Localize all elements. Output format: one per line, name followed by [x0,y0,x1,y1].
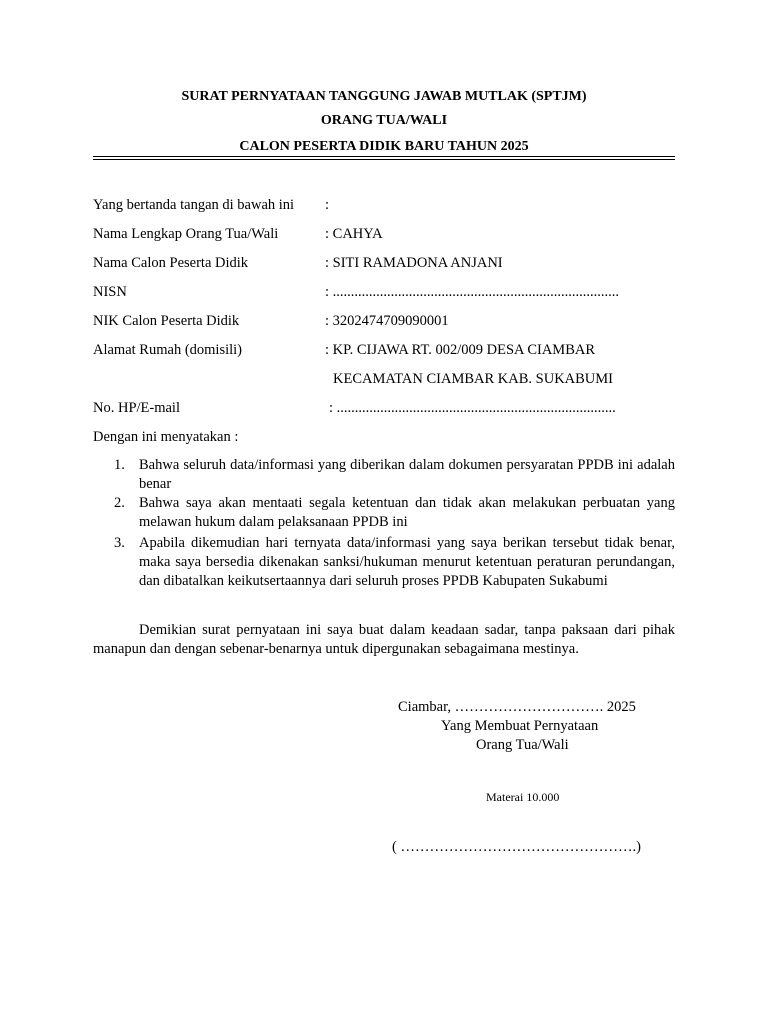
field-value-student-name: : SITI RAMADONA ANJANI [325,255,503,271]
field-value-address: : KP. CIJAWA RT. 002/009 DESA CIAMBAR [325,342,596,358]
statement-text: Bahwa seluruh data/informasi yang diberikan dalam dokumen persyaratan PPDB ini adalah benar [139,457,675,492]
statement-number: 3. [114,535,125,551]
statement-text: Bahwa saya akan mentaati segala ketentuan dan tidak akan melakukan perbuatan yang melawan hukum dalam pelaksanaan PPDB ini [139,495,675,530]
document-subtitle: ORANG TUA/WALI [320,113,448,128]
intro-label: Yang bertanda tangan di bawah ini [93,197,295,213]
stamp-duty-label: Materai 10.000 [486,790,560,804]
signer-role: Yang Membuat Pernyataan [441,718,599,734]
header-rule-bottom [93,159,675,160]
field-value-address-line2: KECAMATAN CIAMBAR KAB. SUKABUMI [333,371,614,387]
field-value-phone-email: : ............................................................................. [329,400,616,416]
statement-number: 2. [114,495,125,511]
field-label-nik: NIK Calon Peserta Didik [93,313,240,329]
document-subtitle-year: CALON PESERTA DIDIK BARU TAHUN 2025 [239,139,529,154]
field-label-address: Alamat Rumah (domisili) [93,342,243,358]
field-value-parent-name: : CAHYA [325,226,383,242]
intro-colon: : [325,197,330,213]
field-value-nisn: : ............................................................................... [325,284,620,300]
field-value-nik: : 3202474709090001 [325,313,449,329]
statement-intro: Dengan ini menyatakan : [93,429,239,445]
header-rule-top [93,156,675,157]
field-label-parent-name: Nama Lengkap Orang Tua/Wali [93,226,279,242]
field-label-phone-email: No. HP/E-mail [93,400,180,416]
document-title: SURAT PERNYATAAN TANGGUNG JAWAB MUTLAK (SPTJM) [181,89,587,104]
closing-paragraph: Demikian surat pernyataan ini saya buat dalam keadaan sadar, tanpa paksaan dari pihak manapun dan dengan sebenar-benarnya untuk dipergunakan sebagaimana mestinya. [93,622,675,657]
field-label-nisn: NISN [93,284,127,300]
signer-relation: Orang Tua/Wali [476,737,569,753]
statement-number: 1. [114,457,125,473]
field-label-student-name: Nama Calon Peserta Didik [93,255,249,271]
statement-text: Apabila dikemudian hari ternyata data/informasi yang saya berikan tersebut tidak benar, maka saya bersedia dikenakan sanksi/hukuman menurut ketentuan peraturan perundangan, dan dibatalkan keikutsertaannya dari seluruh proses PPDB Kabupaten Sukabumi [139,535,675,589]
place-date: Ciambar, …………………………. 2025 [398,699,636,715]
signature-name-line: ( ………………………………………….) [392,839,641,855]
